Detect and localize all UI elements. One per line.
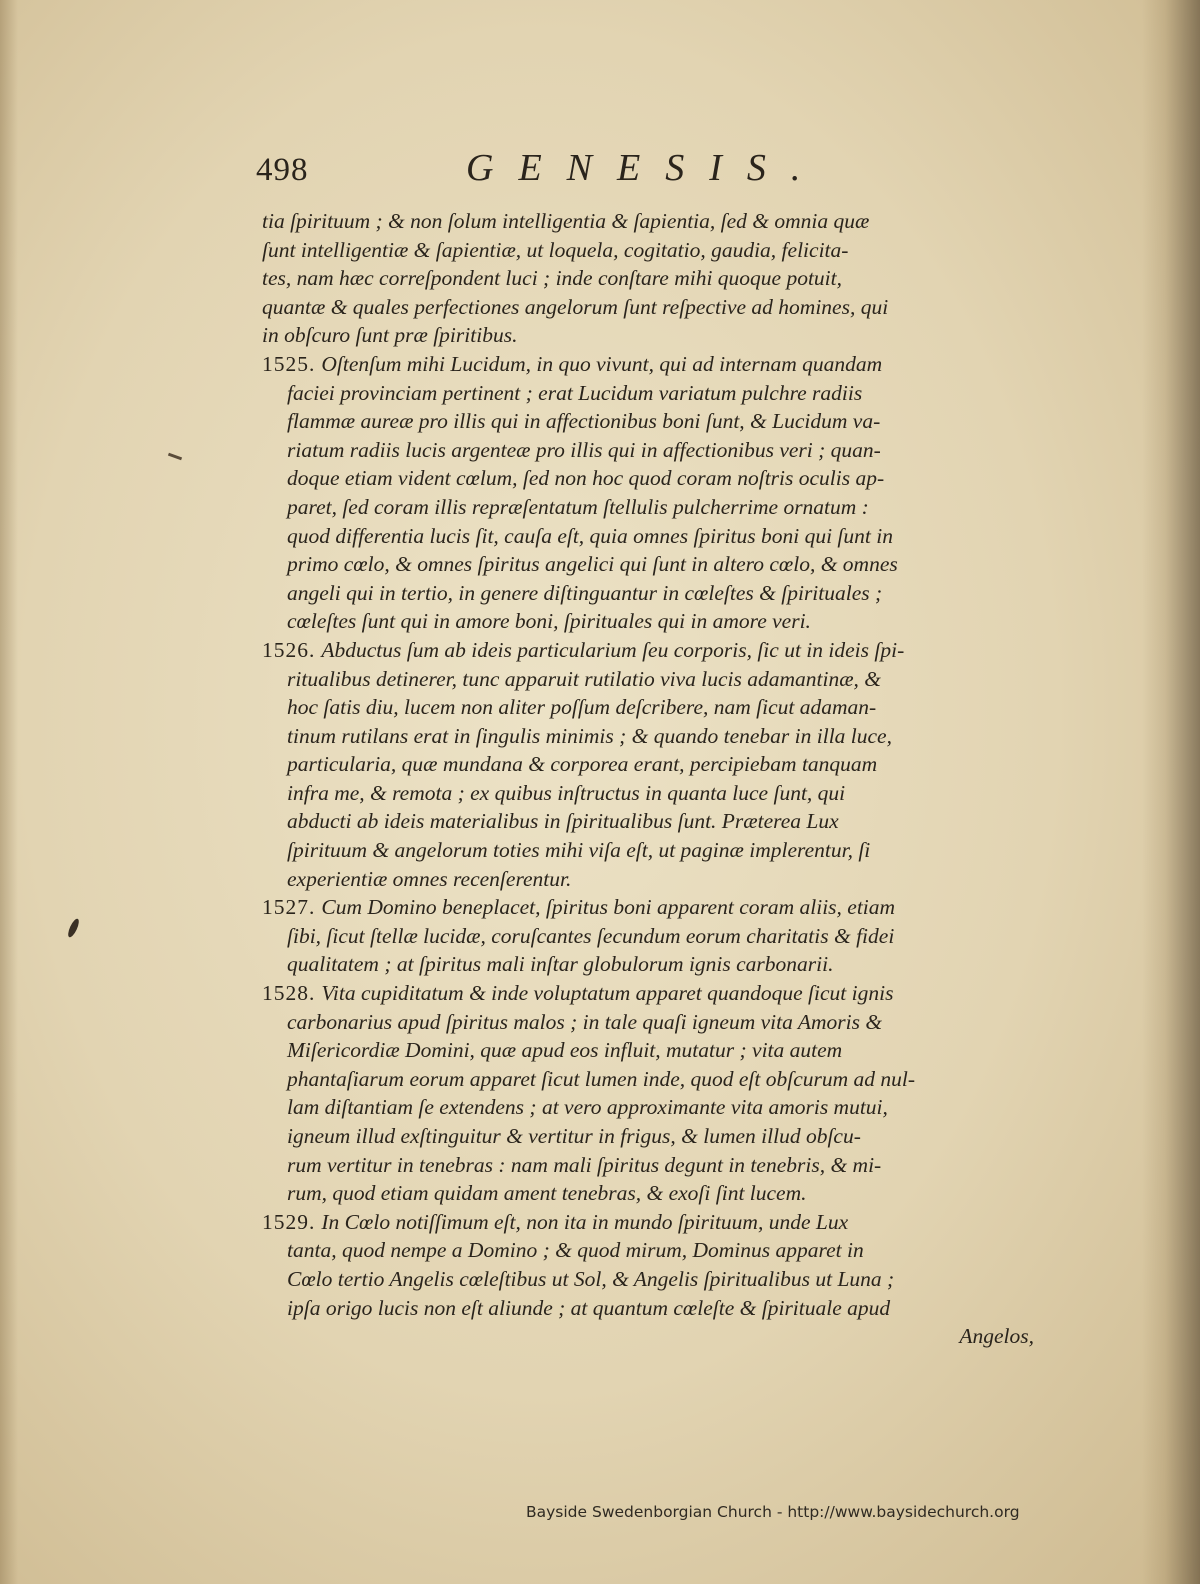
text-line: Miſericordiæ Domini, quæ apud eos influit, mutatur ; vita autem (287, 1038, 843, 1063)
page-header (256, 146, 876, 196)
text-line: rum, quod etiam quidam ament tenebras, & exoſi ſint lucem. (287, 1181, 807, 1206)
paragraph-number: 1528. (262, 981, 316, 1006)
catchword: Angelos, (959, 1324, 1034, 1349)
text-line: quantæ & quales perfectiones angelorum ſunt reſpective ad homines, qui (262, 294, 889, 319)
paragraph-1527 (262, 893, 1052, 979)
text-line: Oſtenſum mihi Lucidum, in quo vivunt, qui ad internam quandam (321, 351, 883, 376)
paragraph-1526 (262, 636, 1052, 893)
text-line: lam diſtantiam ſe extendens ; at vero approximante vita amoris mutui, (287, 1095, 888, 1120)
text-line: experientiæ omnes recenſerentur. (287, 866, 572, 891)
page-right-edge-shadow (1142, 0, 1200, 1584)
paragraph-number: 1527. (262, 895, 316, 920)
paragraph-1529 (262, 1208, 1052, 1322)
text-line: ſpirituum & angelorum toties mihi viſa eſt, ut paginæ implerentur, ſi (287, 838, 871, 863)
text-line: tes, nam hæc correſpondent luci ; inde conſtare mihi quoque potuit, (262, 266, 843, 291)
ink-blot-mark (66, 917, 81, 938)
text-line: Cum Domino beneplacet, ſpiritus boni apparent coram aliis, etiam (321, 895, 896, 920)
text-line: tanta, quod nempe a Domino ; & quod mirum, Dominus apparet in (287, 1238, 864, 1263)
paragraph-number: 1526. (262, 637, 316, 662)
body-text (262, 207, 1052, 1351)
page-left-shadow (0, 0, 18, 1584)
text-line: Cœlo tertio Angelis cœleſtibus ut Sol, & Angelis ſpiritualibus ut Luna ; (287, 1266, 895, 1291)
text-line: primo cœlo, & omnes ſpiritus angelici qui ſunt in altero cœlo, & omnes (287, 552, 898, 577)
text-line: abducti ab ideis materialibus in ſpiritualibus ſunt. Præterea Lux (287, 809, 839, 834)
page-number: 498 (256, 152, 309, 188)
text-line: carbonarius apud ſpiritus malos ; in tale quaſi igneum vita Amoris & (287, 1009, 883, 1034)
text-line: ritualibus detinerer, tunc apparuit rutilatio viva lucis adamantinæ, & (287, 666, 882, 691)
text-line: Vita cupiditatum & inde voluptatum apparet quandoque ſicut ignis (321, 981, 894, 1006)
text-line: infra me, & remota ; ex quibus inſtructus in quanta luce ſunt, qui (287, 780, 846, 805)
running-title: GENESIS. (466, 147, 826, 189)
text-line: ſunt intelligentiæ & ſapientiæ, ut loquela, cogitatio, gaudia, felicita- (262, 237, 849, 262)
paragraph-number: 1529. (262, 1209, 316, 1234)
text-line: cœleſtes ſunt qui in amore boni, ſpirituales qui in amore veri. (287, 609, 811, 634)
text-line: ipſa origo lucis non eſt aliunde ; at quantum cœleſte & ſpirituale apud (287, 1295, 891, 1320)
intro-paragraph (262, 207, 1052, 350)
paragraph-1528 (262, 979, 1052, 1208)
text-line: in obſcuro ſunt præ ſpiritibus. (262, 323, 518, 348)
text-line: doque etiam vident cœlum, ſed non hoc quod coram noſtris oculis ap- (287, 466, 885, 491)
text-line: qualitatem ; at ſpiritus mali inſtar globulorum ignis carbonarii. (287, 952, 834, 977)
watermark-footer: Bayside Swedenborgian Church - http://www.baysidechurch.org (526, 1503, 1020, 1521)
text-line: riatum radiis lucis argenteæ pro illis qui in affectionibus veri ; quan- (287, 437, 881, 462)
text-line: hoc ſatis diu, lucem non aliter poſſum deſcribere, nam ſicut adaman- (287, 695, 877, 720)
paragraph-number: 1525. (262, 351, 316, 376)
text-line: tia ſpirituum ; & non ſolum intelligentia & ſapientia, ſed & omnia quæ (262, 209, 870, 233)
text-line: particularia, quæ mundana & corporea erant, percipiebam tanquam (287, 752, 878, 777)
ink-dash-mark (168, 453, 182, 461)
text-line: rum vertitur in tenebras : nam mali ſpiritus degunt in tenebris, & mi- (287, 1152, 882, 1177)
text-line: Abductus ſum ab ideis particularium ſeu corporis, ſic ut in ideis ſpi- (321, 637, 905, 662)
text-line: In Cœlo notiſſimum eſt, non ita in mundo ſpirituum, unde Lux (321, 1209, 849, 1234)
text-line: igneum illud exſtinguitur & vertitur in frigus, & lumen illud obſcu- (287, 1124, 861, 1148)
text-line: flammæ aureæ pro illis qui in affectionibus boni ſunt, & Lucidum va- (287, 409, 881, 434)
text-line: phantaſiarum eorum apparet ſicut lumen inde, quod eſt obſcurum ad nul- (287, 1066, 916, 1091)
text-line: tinum rutilans erat in ſingulis minimis ; & quando tenebar in illa luce, (287, 723, 892, 748)
text-line: faciei provinciam pertinent ; erat Lucidum variatum pulchre radiis (287, 380, 863, 405)
paragraph-1525 (262, 350, 1052, 636)
text-line: paret, ſed coram illis repræſentatum ſtellulis pulcherrime ornatum : (287, 494, 869, 519)
text-line: ſibi, ſicut ſtellæ lucidæ, coruſcantes ſecundum eorum charitatis & fidei (287, 923, 895, 948)
text-line: quod differentia lucis ſit, cauſa eſt, quia omnes ſpiritus boni qui ſunt in (287, 523, 893, 548)
text-line: angeli qui in tertio, in genere diſtinguantur in cœleſtes & ſpirituales ; (287, 580, 883, 605)
